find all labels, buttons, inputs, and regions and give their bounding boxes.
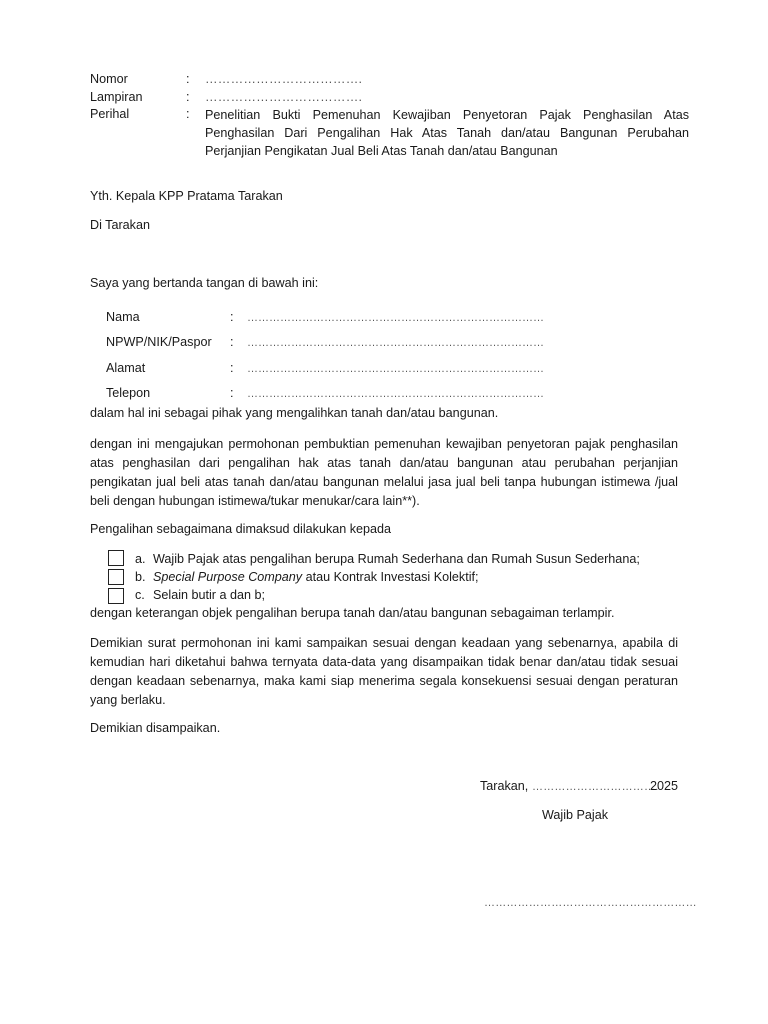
- alamat-label: Alamat: [106, 361, 146, 375]
- option-a-letter: a.: [135, 552, 146, 566]
- request-line: pengikatan jual beli atas tanah dan/atau bangunan melalui jasa jual beli tanpa hubungan istimewa /jual: [90, 475, 678, 489]
- option-b-letter: b.: [135, 570, 146, 584]
- alamat-field[interactable]: ………………………………………………………………………: [247, 363, 544, 375]
- perihal-line: Perjanjian Pengikatan Jual Beli Atas Tanah dan/atau Bangunan: [205, 144, 558, 158]
- closing-line: dengan keadaan sebenarnya, maka kami siap menerima segala konsekuensi sesuai dengan peraturan: [90, 674, 678, 688]
- intro-text: Saya yang bertanda tangan di bawah ini:: [90, 276, 319, 290]
- addressee-location: Di Tarakan: [90, 218, 150, 232]
- signature-date-field[interactable]: …………………………….: [532, 781, 659, 793]
- transfer-intro: Pengalihan sebagaimana dimaksud dilakukan kepada: [90, 522, 392, 536]
- addressee-title: Yth. Kepala KPP Pratama Tarakan: [90, 189, 283, 203]
- perihal-colon: :: [186, 107, 190, 121]
- nomor-value: ……………………………….: [205, 72, 363, 86]
- option-b-text: [153, 570, 479, 584]
- npwp-label: NPWP/NIK/Paspor: [106, 335, 212, 349]
- option-c-text: Selain butir a dan b;: [153, 588, 266, 602]
- signature-year: 2025: [650, 779, 679, 793]
- object-statement: dengan keterangan objek pengalihan berupa tanah dan/atau bangunan sebagaiman terlampir.: [90, 606, 615, 620]
- request-paragraph: [90, 435, 678, 511]
- perihal-line: Penelitian Bukti Pemenuhan Kewajiban Penyetoran Pajak Penghasilan Atas: [205, 108, 689, 122]
- closing-line: yang berlaku.: [90, 693, 166, 707]
- closing-line: kemudian hari diketahui bahwa ternyata data-data yang disampaikan tidak benar dan/atau tidak sesuai: [90, 655, 678, 669]
- option-c-letter: c.: [135, 588, 145, 602]
- lampiran-value: ……………………………….: [205, 90, 363, 104]
- nama-label: Nama: [106, 310, 140, 324]
- option-a-text: Wajib Pajak atas pengalihan berupa Rumah Sederhana dan Rumah Susun Sederhana;: [153, 552, 640, 566]
- perihal-line: Penghasilan Dari Pengalihan Hak Atas Tanah dan/atau Bangunan Perubahan: [205, 126, 689, 140]
- closing-paragraph: [90, 634, 678, 710]
- lampiran-colon: :: [186, 90, 190, 104]
- nama-colon: :: [230, 310, 234, 324]
- request-line: atas penghasilan dari pengalihan hak atas tanah dan/atau bangunan atau perubahan perjanjian: [90, 456, 678, 470]
- option-b-rest: atau Kontrak Investasi Kolektif;: [302, 570, 479, 584]
- nomor-label: Nomor: [90, 72, 128, 86]
- telepon-field[interactable]: ………………………………………………………………………: [247, 388, 544, 400]
- perihal-value: [205, 106, 689, 160]
- closing-short: Demikian disampaikan.: [90, 721, 221, 735]
- telepon-colon: :: [230, 386, 234, 400]
- npwp-colon: :: [230, 335, 234, 349]
- signature-role: Wajib Pajak: [542, 808, 609, 822]
- request-line: dengan ini mengajukan permohonan pembuktian pemenuhan kewajiban penyetoran pajak penghasilan: [90, 437, 678, 451]
- nomor-colon: :: [186, 72, 190, 86]
- perihal-label: Perihal: [90, 107, 130, 121]
- option-b-checkbox[interactable]: [108, 569, 124, 585]
- npwp-field[interactable]: ………………………………………………………………………: [247, 337, 544, 349]
- telepon-label: Telepon: [106, 386, 151, 400]
- lampiran-label: Lampiran: [90, 90, 143, 104]
- closing-line: Demikian surat permohonan ini kami sampaikan sesuai dengan keadaan yang sebenarnya, apabila di: [90, 636, 678, 650]
- nama-field[interactable]: ………………………………………………………………………: [247, 312, 544, 324]
- alamat-colon: :: [230, 361, 234, 375]
- option-b-italic: Special Purpose Company: [153, 570, 303, 584]
- role-statement: dalam hal ini sebagai pihak yang mengalihkan tanah dan/atau bangunan.: [90, 406, 499, 420]
- option-c-checkbox[interactable]: [108, 588, 124, 604]
- request-line: beli dengan hubungan istimewa/tukar menukar/cara lain**).: [90, 494, 420, 508]
- signature-name-field[interactable]: …………………………………………………: [484, 897, 697, 909]
- option-a-checkbox[interactable]: [108, 550, 124, 566]
- signature-place: Tarakan,: [480, 779, 529, 793]
